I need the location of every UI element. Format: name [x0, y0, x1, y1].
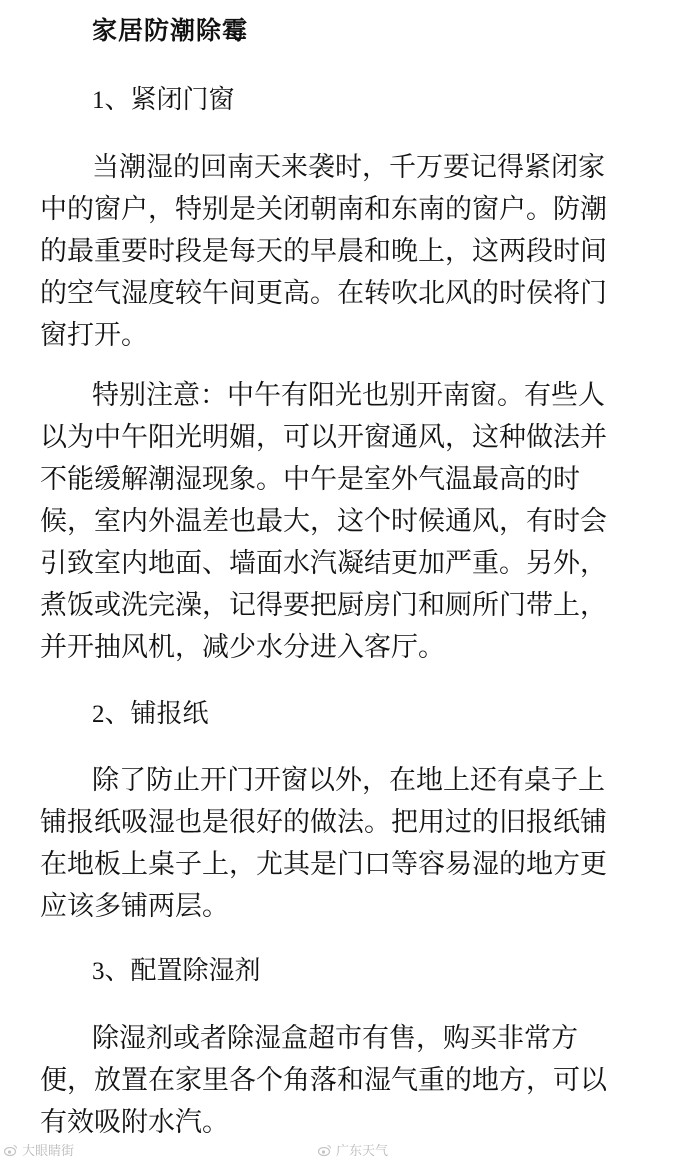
paragraph-line: 引致室内地面、墙面水汽凝结更加严重。另外，: [40, 548, 607, 579]
paragraph-line: 除了防止开门开窗以外，在地上还有桌子上: [92, 765, 605, 796]
paragraph: [40, 760, 680, 928]
section-title: 紧闭门窗: [130, 85, 235, 115]
section-heading-2: [92, 697, 209, 732]
watermark-right: [318, 1140, 388, 1159]
section-number: 2: [92, 701, 105, 728]
paragraph-line: 铺报纸吸湿也是很好的做法。把用过的旧报纸铺: [40, 807, 607, 838]
watermark-right-text: 广东天气: [336, 1144, 389, 1159]
weibo-icon: [318, 1143, 332, 1157]
paragraph-line: 的最重要时段是每天的早晨和晚上，这两段时间: [40, 236, 607, 267]
paragraph-line: 候，室内外温差也最大，这个时候通风，有时会: [40, 506, 607, 537]
section-separator: 、: [104, 699, 131, 729]
paragraph-line: 当潮湿的回南天来袭时，千万要记得紧闭家: [92, 152, 605, 183]
paragraph-line: 中的窗户，特别是关闭朝南和东南的窗户。防潮: [40, 194, 607, 225]
paragraph-line: 便，放置在家里各个角落和湿气重的地方，可以: [40, 1065, 607, 1096]
paragraph-line: 煮饭或洗完澡，记得要把厨房门和厕所门带上，: [40, 590, 607, 621]
paragraph: [40, 375, 680, 669]
section-title: 铺报纸: [130, 699, 209, 729]
section-number: 3: [92, 958, 105, 985]
document-title: 家居防潮除霉: [92, 16, 249, 45]
paragraph-line: 在地板上桌子上，尤其是门口等容易湿的地方更: [40, 849, 607, 880]
paragraph-line: 并开抽风机，减少水分进入客厅。: [40, 632, 445, 663]
paragraph-line: 以为中午阳光明媚，可以开窗通风，这种做法并: [40, 422, 607, 453]
watermark-left: [4, 1140, 74, 1159]
paragraph-line: 有效吸附水汽。: [40, 1107, 229, 1138]
paragraph: [40, 1018, 680, 1144]
paragraph-line: 除湿剂或者除湿盒超市有售，购买非常方: [92, 1023, 578, 1054]
section-heading-1: [92, 83, 235, 118]
paragraph-line: 不能缓解潮湿现象。中午是室外气温最高的时: [40, 464, 580, 495]
section-heading-3: [92, 954, 261, 989]
section-number: 1: [92, 87, 105, 114]
section-separator: 、: [104, 956, 131, 986]
paragraph-line: 应该多铺两层。: [40, 891, 229, 922]
paragraph-line: 特别注意：中午有阳光也别开南窗。有些人: [92, 380, 605, 411]
weibo-icon: [4, 1143, 18, 1157]
watermark-left-text: 大眼睛街: [22, 1144, 75, 1159]
section-separator: 、: [104, 85, 131, 115]
paragraph: [40, 147, 680, 357]
paragraph-line: 的空气湿度较午间更高。在转吹北风的时侯将门: [40, 278, 607, 309]
section-title: 配置除湿剂: [130, 956, 261, 986]
paragraph-line: 窗打开。: [40, 320, 148, 351]
